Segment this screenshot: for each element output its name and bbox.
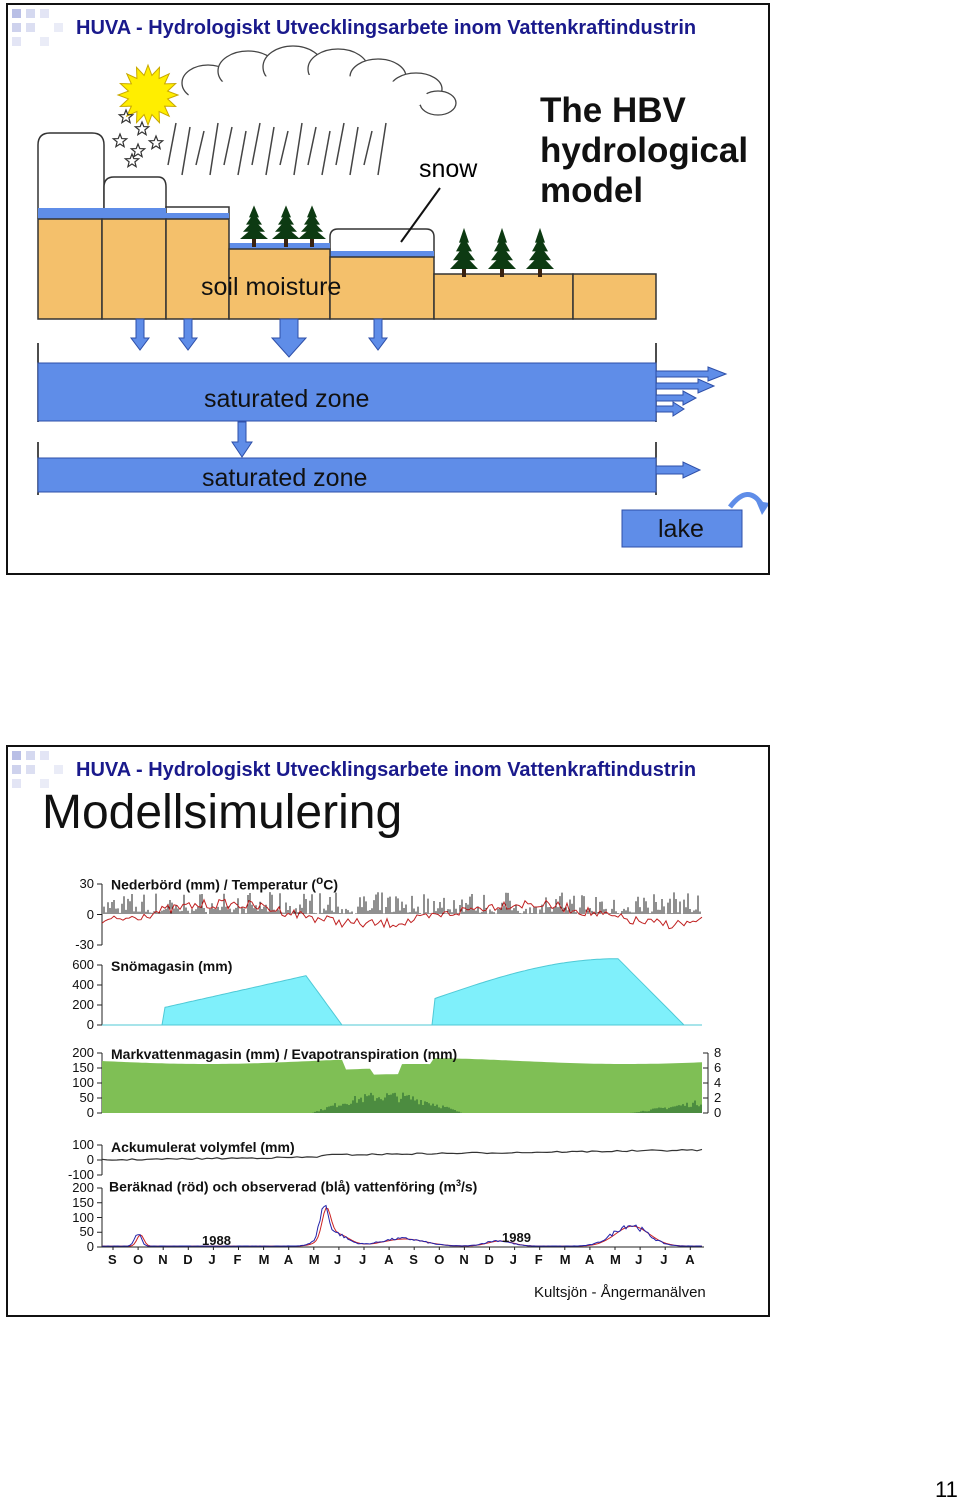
cloud-icon [182, 46, 456, 119]
soil-moisture-area [102, 1058, 702, 1113]
discharge-tick-label: 50 [79, 1224, 94, 1240]
discharge-tick-label: 150 [72, 1194, 94, 1210]
evap-tick-label: 4 [714, 1075, 722, 1090]
evap-tick-label: 2 [714, 1090, 722, 1105]
slide-model-simulation [6, 745, 770, 1317]
simulation-plots [8, 747, 768, 1315]
month-label: O [133, 1252, 144, 1267]
snow-tick-label: 400 [72, 977, 94, 992]
month-label: M [308, 1252, 320, 1267]
month-label: A [384, 1252, 394, 1267]
slide-title: The HBV hydrological model [540, 91, 749, 210]
month-label: F [233, 1252, 242, 1267]
observed-discharge-line [102, 1206, 702, 1247]
soil-panel-title: Markvattenmagasin (mm) / Evapotranspiration (mm) [111, 1046, 458, 1062]
snow-label: snow [419, 155, 478, 183]
saturated-zone-upper-label: saturated zone [204, 385, 370, 413]
discharge-panel-title: Beräknad (röd) och observerad (blå) vattenföring $(m^3/s)$ [109, 1178, 478, 1195]
percolation-arrows [131, 319, 387, 357]
error-tick-label: 0 [86, 1152, 94, 1167]
soil-tick-label: 100 [72, 1075, 94, 1090]
month-label: J [359, 1252, 367, 1267]
soil-tick-label: 150 [72, 1060, 94, 1075]
evap-tick-label: 8 [714, 1045, 722, 1060]
snow-tick-label: 200 [72, 997, 94, 1012]
discharge-tick-label: 200 [72, 1180, 94, 1195]
error-panel-title: Ackumulerat volymfel (mm) [111, 1139, 295, 1155]
sun-icon [118, 65, 178, 125]
month-label: F [534, 1252, 543, 1267]
rain-icon [168, 123, 386, 175]
saturated-zone-lower-label: saturated zone [202, 464, 368, 492]
precip-tick-label: 30 [79, 876, 94, 891]
deep-percolation-arrow [232, 422, 252, 457]
evap-tick-label: 0 [714, 1105, 722, 1120]
spruce-tree-icon [450, 228, 478, 277]
month-label: M [258, 1252, 270, 1267]
spruce-tree-icon [240, 205, 268, 247]
month-label: M [559, 1252, 571, 1267]
huva-header: HUVA - Hydrologiskt Utvecklingsarbete inom Vattenkraftindustrin [76, 759, 697, 781]
month-label: S [108, 1252, 117, 1267]
month-label: J [509, 1252, 517, 1267]
slide-title: Modellsimulering [42, 786, 403, 839]
month-label: J [208, 1252, 216, 1267]
snow-tick-label: 600 [72, 957, 94, 972]
precip-tick-label: 0 [86, 906, 94, 922]
precip-panel-title: Nederbörd (mm) / Temperatur ($^o$C) [111, 874, 339, 893]
spruce-tree-icon [526, 228, 554, 277]
precip-tick-label: -30 [75, 937, 94, 952]
error-tick-label: -100 [67, 1167, 94, 1182]
month-label: A [584, 1252, 595, 1267]
month-label: A [283, 1252, 294, 1267]
error-tick-label: 100 [72, 1137, 94, 1152]
discharge-tick-label: 0 [86, 1239, 94, 1254]
discharge-tick-label: 100 [72, 1209, 94, 1225]
precip-bars [104, 892, 700, 914]
huva-header: HUVA - Hydrologiskt Utvecklingsarbete inom Vattenkraftindustrin [76, 17, 697, 39]
soil-moisture-label: soil moisture [201, 273, 342, 301]
month-label: J [635, 1252, 643, 1267]
month-label: J [333, 1252, 342, 1267]
year-label-1989: 1989 [502, 1230, 531, 1245]
basin-caption: Kultsjön - Ångermanälven [534, 1284, 706, 1301]
snow-tick-label: 0 [86, 1017, 94, 1032]
month-label: S [409, 1252, 418, 1267]
soil-tick-label: 0 [86, 1105, 94, 1120]
month-label: M [610, 1252, 621, 1267]
month-label: A [685, 1252, 695, 1267]
spruce-tree-icon [272, 205, 300, 247]
spruce-tree-icon [488, 228, 516, 277]
month-label: N [158, 1252, 168, 1267]
computed-discharge-line [102, 1208, 702, 1246]
lake-label: lake [658, 515, 704, 543]
spruce-tree-icon [298, 205, 326, 247]
month-label: O [434, 1252, 445, 1267]
runoff-arrows [656, 367, 726, 478]
snow-panel-title: Snömagasin (mm) [111, 958, 233, 974]
evap-tick-label: 6 [714, 1060, 722, 1075]
slide-hbv-model [6, 3, 770, 575]
page-number: 11 [935, 1477, 958, 1502]
month-label: J [660, 1252, 668, 1267]
year-label-1988: 1988 [202, 1233, 231, 1248]
soil-tick-label: 200 [72, 1045, 94, 1060]
soil-tick-label: 50 [79, 1090, 94, 1105]
month-label: D [183, 1252, 193, 1267]
month-label: N [459, 1252, 469, 1267]
month-label: D [484, 1252, 494, 1267]
